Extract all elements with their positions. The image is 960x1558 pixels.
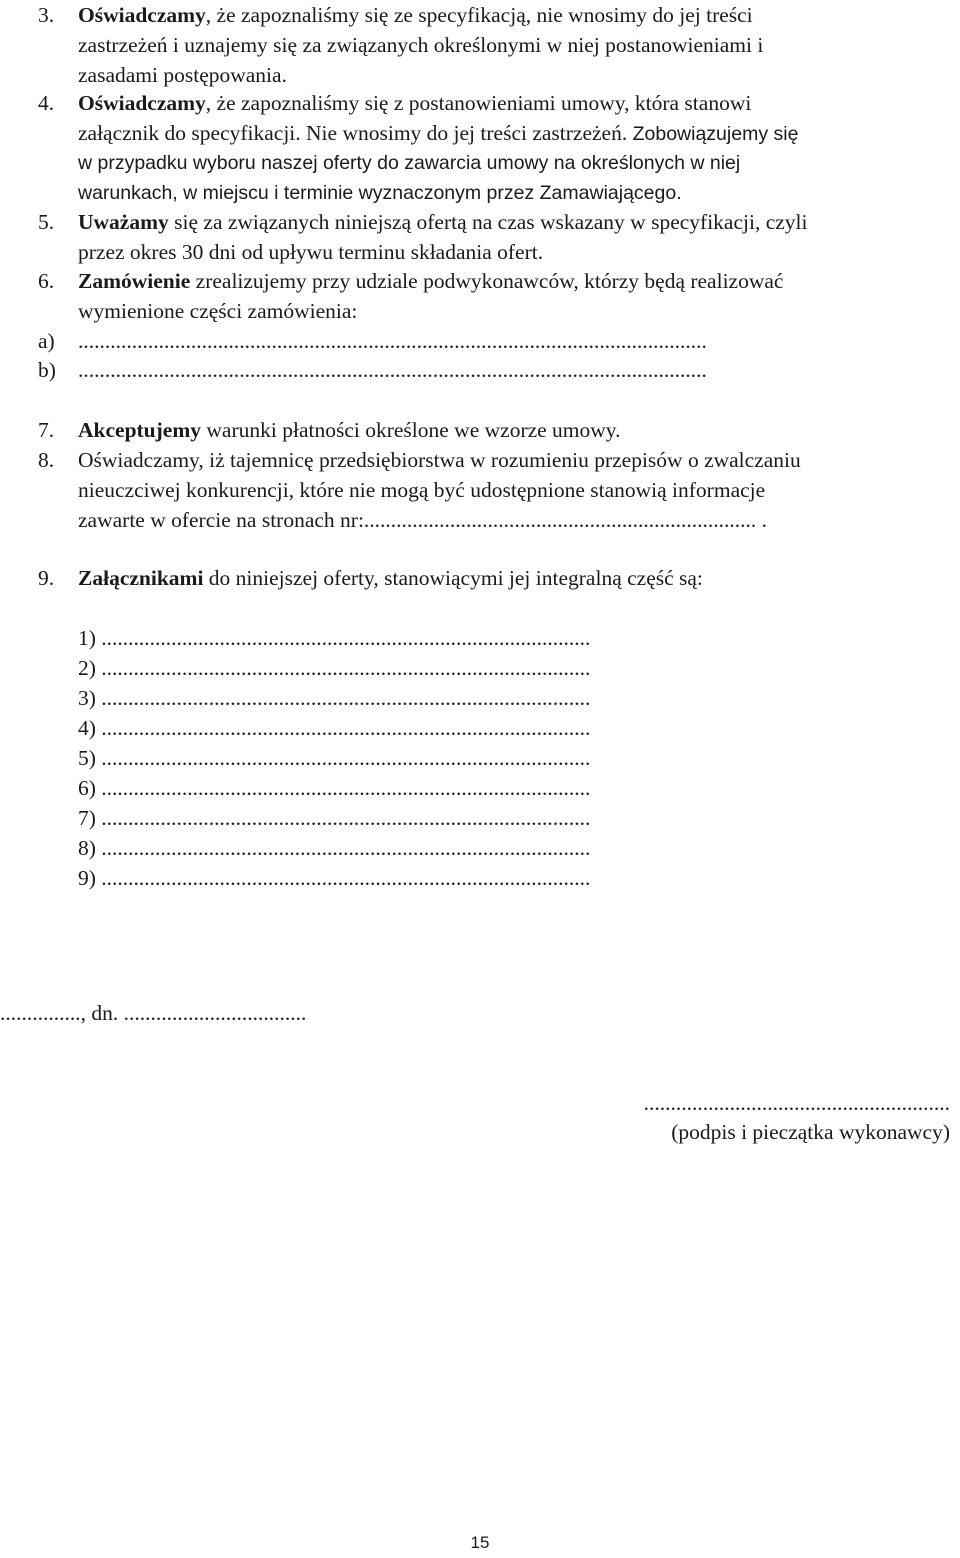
- clause-line: Załącznikami do niniejszej oferty, stanowiącymi jej integralną część są:: [78, 566, 703, 590]
- attachment-item: 7) ...........................................................................................: [78, 806, 591, 830]
- fill-in-field: .....................................................................................................................: [78, 358, 707, 382]
- fill-in-field: .....................................................................................................................: [78, 329, 707, 353]
- clause-line: w przypadku wyboru naszej oferty do zawarcia umowy na określonych w niej: [78, 152, 741, 174]
- clause-number: 9.: [38, 566, 55, 590]
- clause-keyword: Oświadczamy: [78, 3, 206, 27]
- clause-number: 6.: [38, 269, 55, 293]
- clause-text: [78, 0, 958, 90]
- clause-line: zawarte w ofercie na stronach nr:......................................................................... .: [78, 508, 768, 532]
- clause-text: [78, 415, 958, 445]
- clause-line: Oświadczamy, że zapoznaliśmy się z postanowieniami umowy, która stanowi: [78, 91, 752, 115]
- subcontract-label: b): [38, 358, 56, 382]
- subcontract-label: a): [38, 329, 55, 353]
- clause-number: 8.: [38, 448, 55, 472]
- attachment-item: 4) ...........................................................................................: [78, 716, 591, 740]
- signature-caption: (podpis i pieczątka wykonawcy): [671, 1120, 950, 1144]
- clause-text: [78, 563, 958, 593]
- clause-line: Oświadczamy, że zapoznaliśmy się ze specyfikacją, nie wnosimy do jej treści: [78, 3, 753, 27]
- clause-text: [78, 445, 958, 535]
- attachment-item: 8) ...........................................................................................: [78, 836, 591, 860]
- clause-keyword: Oświadczamy: [78, 91, 206, 115]
- clause-number: 3.: [38, 3, 55, 27]
- clause-number: 5.: [38, 210, 55, 234]
- attachment-item: 6) ...........................................................................................: [78, 776, 591, 800]
- clause-keyword: Uważamy: [78, 210, 169, 234]
- clause-line: zasadami postępowania.: [78, 63, 287, 87]
- clause-text: [78, 207, 958, 267]
- clause-line: Uważamy się za związanych niniejszą ofertą na czas wskazany w specyfikacji, czyli: [78, 210, 808, 234]
- clause-line: wymienione części zamówienia:: [78, 299, 358, 323]
- place-date-line: ..............., dn. ..................................: [0, 1001, 307, 1025]
- attachment-item: 2) ...........................................................................................: [78, 656, 591, 680]
- clause-keyword: Załącznikami: [78, 566, 204, 590]
- attachment-item: 9) ...........................................................................................: [78, 866, 591, 890]
- page-number: 15: [470, 1533, 490, 1552]
- attachment-item: 3) ...........................................................................................: [78, 686, 591, 710]
- clause-line: Akceptujemy warunki płatności określone we wzorze umowy.: [78, 418, 621, 442]
- clause-text: [78, 266, 958, 326]
- signature-line: .........................................................: [643, 1091, 950, 1115]
- clause-text: [78, 88, 958, 208]
- clause-line: zastrzeżeń i uznajemy się za związanych określonymi w niej postanowieniami i: [78, 33, 764, 57]
- attachment-item: 5) ...........................................................................................: [78, 746, 591, 770]
- clause-line: warunkach, w miejscu i terminie wyznaczonym przez Zamawiającego.: [78, 182, 682, 204]
- clause-line: nieuczciwej konkurencji, które nie mogą być udostępnione stanowią informacje: [78, 478, 766, 502]
- clause-line: Oświadczamy, iż tajemnicę przedsiębiorstwa w rozumieniu przepisów o zwalczaniu: [78, 448, 801, 472]
- attachment-item: 1) ...........................................................................................: [78, 626, 591, 650]
- clause-keyword: Zamówienie: [78, 269, 191, 293]
- clause-line: Zamówienie zrealizujemy przy udziale podwykonawców, którzy będą realizować: [78, 269, 784, 293]
- clause-line: załącznik do specyfikacji. Nie wnosimy do jej treści zastrzeżeń. Zobowiązujemy się: [78, 121, 799, 145]
- clause-keyword: Akceptujemy: [78, 418, 202, 442]
- clause-number: 7.: [38, 418, 55, 442]
- clause-number: 4.: [38, 91, 55, 115]
- clause-line: przez okres 30 dni od upływu terminu składania ofert.: [78, 240, 544, 264]
